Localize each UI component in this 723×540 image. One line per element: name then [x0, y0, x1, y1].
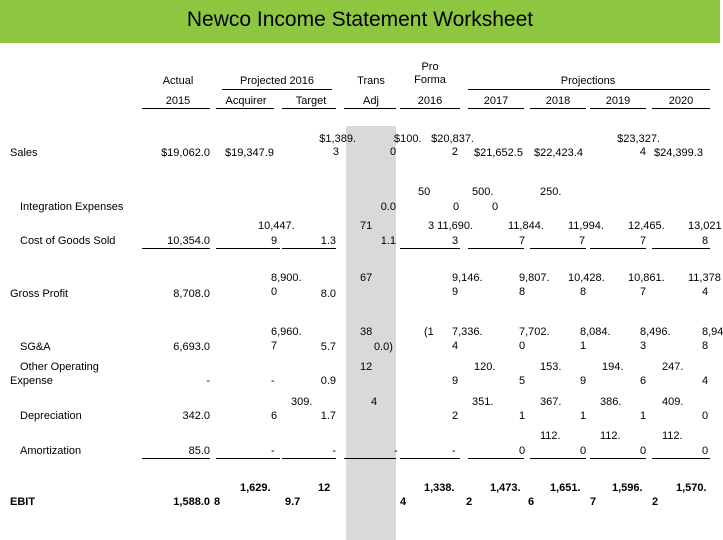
cogs-2019: 12,465. [628, 220, 665, 232]
rule [530, 248, 586, 249]
sales-2019: $23,327. [617, 133, 660, 145]
sga-pro-forma: 7,336. [452, 326, 483, 338]
gross-profit-pro-forma: 9,146. [452, 272, 483, 284]
sales-2019: 4 [639, 146, 646, 158]
depreciation-target: 1.7 [320, 410, 336, 422]
ebit-2017: 6 [528, 496, 535, 508]
header-2019: 2019 [605, 95, 631, 107]
rule [652, 248, 710, 249]
gross-profit-2019: 7 [640, 286, 647, 298]
rule [590, 248, 646, 249]
sales-pro-forma: $20,837. [431, 133, 474, 145]
row-label-cogs: Cost of Goods Sold [20, 235, 116, 247]
integration-adj: 0.0 [380, 201, 396, 213]
sga-2018: 8,084. [580, 326, 611, 338]
depreciation-2019: 386. [600, 396, 622, 408]
sga-target: 5.7 [320, 341, 336, 353]
rule [142, 458, 210, 459]
cogs-2017: 7 [519, 235, 526, 247]
rule [468, 89, 710, 90]
ebit-actual: 1,588.0 [173, 496, 210, 508]
sga-acquirer: 6,960. [271, 326, 302, 338]
ebit-2018: 1,651. [550, 482, 581, 494]
amortization-2019: 112. [600, 430, 621, 442]
integration-pro-forma: 0 [453, 201, 460, 213]
ebit-2020: 1,570. [676, 482, 707, 494]
ebit-acquirer-digit: 8 [214, 496, 221, 508]
row-label-depreciation: Depreciation [20, 410, 82, 422]
amortization-2018: 0 [580, 445, 587, 457]
sga-acquirer: 7 [271, 340, 278, 352]
amortization-2018: 112. [540, 430, 561, 442]
header-adj: Adj [363, 95, 379, 107]
amortization-actual: 85.0 [188, 445, 210, 457]
cogs-2018: 7 [579, 235, 586, 247]
row-label-other-operating: Other Operating [20, 361, 99, 373]
header-forma: Forma [414, 74, 446, 86]
gross-profit-trans: 67 [360, 272, 373, 284]
sales-actual: $19,062.0 [161, 147, 210, 159]
ebit-trans: 12 [318, 482, 331, 494]
sales-adj: $100. [394, 133, 422, 145]
other-op-2019: 194. [602, 361, 624, 373]
row-label-gross-profit: Gross Profit [10, 288, 69, 300]
header-2017: 2017 [483, 95, 509, 107]
cogs-acquirer: 10,447. [258, 220, 295, 232]
row-label-amortization: Amortization [20, 445, 82, 457]
amortization-2019: 0 [640, 445, 647, 457]
amortization-2020: 0 [702, 445, 709, 457]
rule [142, 108, 210, 109]
rule [400, 248, 460, 249]
depreciation-acquirer: 6 [271, 410, 278, 422]
integration-2018: 250. [540, 186, 562, 198]
rule [468, 458, 524, 459]
rule [282, 458, 336, 459]
rule [468, 108, 524, 109]
rule [344, 458, 396, 459]
rule [222, 89, 332, 90]
gross-profit-2018: 10,428. [568, 272, 605, 284]
sales-adj: 0 [390, 146, 397, 158]
ebit-pro-forma: 1,338. [424, 482, 455, 494]
rule [282, 108, 336, 109]
ebit-acquirer: 1,629. [240, 482, 271, 494]
other-op-2019: 6 [640, 375, 647, 387]
amortization-pro-forma: - [452, 445, 456, 457]
sga-2020: 8,94 [702, 326, 723, 338]
rule [590, 458, 646, 459]
sales-2018: $22,423.4 [534, 147, 583, 159]
amortization-2017: 0 [519, 445, 526, 457]
ebit-2017: 1,473. [490, 482, 521, 494]
sga-2017: 0 [519, 340, 526, 352]
depreciation-2019: 1 [640, 410, 647, 422]
rule [344, 108, 396, 109]
gross-profit-2018: 8 [580, 286, 587, 298]
header-target: Target [295, 95, 327, 107]
depreciation-2020: 409. [662, 396, 684, 408]
other-op-2018: 9 [580, 375, 587, 387]
depreciation-2017: 1 [519, 410, 526, 422]
sga-adj: 0.0) [374, 341, 393, 353]
header-actual: Actual [162, 75, 194, 87]
sga-actual: 6,693.0 [173, 341, 210, 353]
cogs-pro-forma: 3 11,690. [428, 220, 474, 232]
gross-profit-actual: 8,708.0 [173, 288, 210, 300]
sales-2020: $24,399.3 [654, 147, 703, 159]
row-label-sga: SG&A [20, 341, 51, 353]
other-op-actual: - [206, 375, 210, 387]
sga-2018: 1 [580, 340, 587, 352]
sales-2017: $21,652.5 [474, 147, 523, 159]
ebit-target: 9.7 [285, 496, 301, 508]
gross-profit-2020: 4 [702, 286, 709, 298]
cogs-acquirer: 9 [271, 235, 278, 247]
gross-profit-pro-forma: 9 [452, 286, 459, 298]
sga-2020: 8 [702, 340, 709, 352]
ebit-pro-forma: 2 [466, 496, 473, 508]
rule [282, 248, 336, 249]
rule [400, 108, 460, 109]
header-pro: Pro [421, 61, 439, 73]
cogs-trans: 71 [360, 220, 373, 232]
rule [216, 108, 274, 109]
header-acquirer: Acquirer [225, 95, 267, 107]
amortization-target: - [332, 445, 336, 457]
header-trans: Trans [357, 75, 385, 87]
cogs-2020: 8 [702, 235, 709, 247]
sales-target: 3 [332, 146, 339, 158]
cogs-2019: 7 [640, 235, 647, 247]
depreciation-2018: 1 [580, 410, 587, 422]
other-op-2017: 120. [474, 361, 496, 373]
cogs-2018: 11,994. [568, 220, 604, 232]
cogs-2017: 11,844. [508, 220, 544, 232]
integration-2017: 0 [492, 201, 499, 213]
header-2016: 2016 [417, 95, 443, 107]
sga-pro-forma-paren: (1 [424, 326, 434, 338]
rule [652, 458, 710, 459]
rule [590, 108, 646, 109]
ebit-2018: 7 [590, 496, 597, 508]
rule [400, 458, 460, 459]
row-label-sales: Sales [10, 147, 38, 159]
depreciation-actual: 342.0 [182, 410, 210, 422]
sga-2019: 8,496. [640, 326, 671, 338]
gross-profit-acquirer: 0 [271, 286, 278, 298]
other-op-2020: 247. [662, 361, 684, 373]
gross-profit-acquirer: 8,900. [271, 272, 302, 284]
row-label-other-operating: Expense [10, 375, 53, 387]
page-title: Newco Income Statement Worksheet [186, 8, 534, 31]
other-op-2018: 153. [540, 361, 562, 373]
header-2018: 2018 [545, 95, 571, 107]
integration-pro-forma: 50 [418, 186, 431, 198]
gross-profit-2017: 8 [519, 286, 526, 298]
sga-2019: 3 [640, 340, 647, 352]
cogs-adj: 1.1 [380, 235, 396, 247]
other-op-2017: 5 [519, 375, 526, 387]
other-op-acquirer: - [271, 375, 275, 387]
depreciation-2018: 367. [540, 396, 562, 408]
ebit-2019: 1,596. [612, 482, 643, 494]
other-op-2020: 4 [702, 375, 709, 387]
row-label-integration-expenses: Integration Expenses [20, 201, 124, 213]
gross-profit-target: 8.0 [320, 288, 336, 300]
header-2020: 2020 [668, 95, 694, 107]
other-op-target: 0.9 [320, 375, 336, 387]
rule [142, 248, 210, 249]
rule [530, 458, 586, 459]
depreciation-target: 309. [291, 396, 313, 408]
header-projections: Projections [560, 75, 616, 87]
integration-2017: 500. [472, 186, 494, 198]
gross-profit-2020: 11,378 [688, 272, 721, 284]
depreciation-pro-forma: 2 [452, 410, 459, 422]
rule [652, 108, 710, 109]
ebit-adj: 4 [400, 496, 407, 508]
depreciation-trans: 4 [371, 396, 378, 408]
sga-2017: 7,702. [519, 326, 550, 338]
sales-pro-forma: 2 [451, 146, 458, 158]
other-op-pro-forma: 9 [452, 375, 459, 387]
header-projected-2016: Projected 2016 [240, 75, 314, 87]
sales-target: $1,389. [319, 133, 356, 145]
sga-trans: 38 [360, 326, 373, 338]
rule [216, 458, 280, 459]
ebit-2019: 2 [652, 496, 659, 508]
depreciation-2017: 351. [472, 396, 494, 408]
sales-acquirer: $19,347.9 [225, 147, 274, 159]
header-2015: 2015 [165, 95, 191, 107]
rule [216, 248, 280, 249]
other-op-trans: 12 [360, 361, 373, 373]
amortization-2020: 112. [662, 430, 683, 442]
gross-profit-2017: 9,807. [519, 272, 550, 284]
rule [468, 248, 524, 249]
cogs-2020: 13,021 [688, 220, 722, 232]
row-label-ebit: EBIT [10, 496, 36, 508]
rule [530, 108, 586, 109]
cogs-actual: 10,354.0 [167, 235, 210, 247]
gross-profit-2019: 10,861. [628, 272, 665, 284]
amortization-adj: - [394, 445, 398, 457]
cogs-pro-forma: 3 [452, 235, 459, 247]
depreciation-2020: 0 [702, 410, 709, 422]
amortization-acquirer: - [271, 445, 275, 457]
sga-pro-forma: 4 [452, 340, 459, 352]
cogs-target: 1.3 [320, 235, 336, 247]
